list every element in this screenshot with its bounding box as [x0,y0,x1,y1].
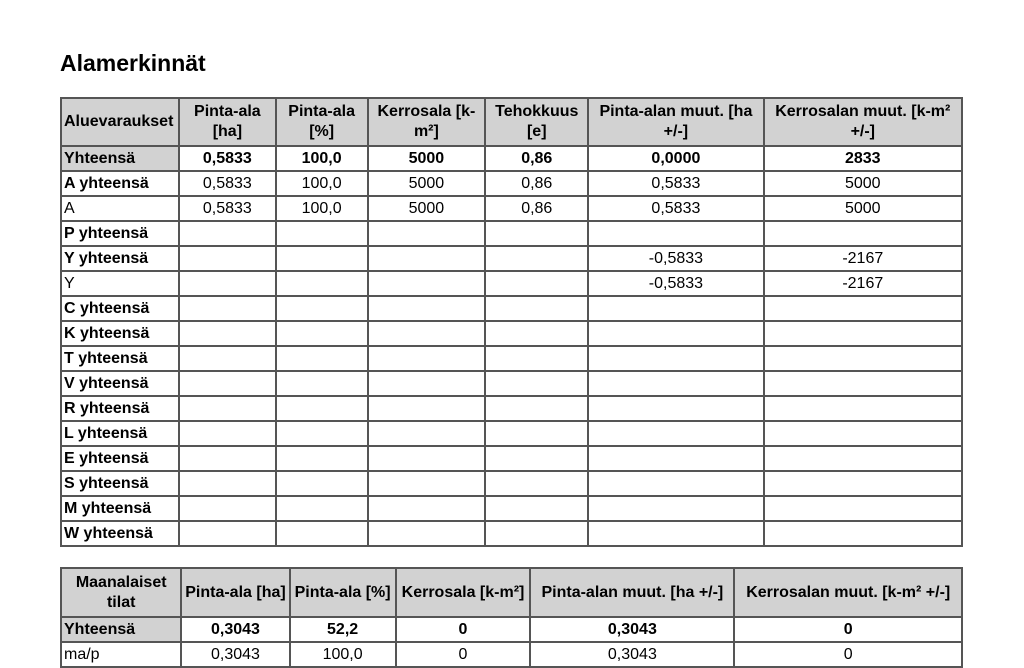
table-cell [368,496,486,521]
table-cell [588,471,763,496]
table-cell: 0 [396,617,531,642]
column-header-pinta-alan-muut: Pinta-alan muut. [ha +/-] [530,568,734,617]
table-cell [485,246,588,271]
table-cell: 0,5833 [588,171,763,196]
row-label-cell: W yhteensä [61,521,179,546]
table-cell [588,221,763,246]
table-cell: -2167 [764,271,962,296]
table-cell: 0,5833 [179,146,276,171]
table-cell: 0,3043 [530,642,734,667]
table-cell [764,446,962,471]
table-cell [276,396,368,421]
column-header-pinta-ala-percent: Pinta-ala [%] [290,568,396,617]
table-cell [764,346,962,371]
table-cell [276,446,368,471]
table-cell: -0,5833 [588,271,763,296]
table-row [61,296,962,321]
table-cell: 100,0 [276,196,368,221]
row-label-cell: C yhteensä [61,296,179,321]
table-cell: 5000 [368,146,486,171]
table-cell [276,246,368,271]
table-cell: 0 [734,642,962,667]
row-label-cell: R yhteensä [61,396,179,421]
table-cell [179,346,276,371]
table-cell [276,371,368,396]
column-header-pinta-alan-muut: Pinta-alan muut. [ha +/-] [588,98,763,146]
table-cell: 0,3043 [530,617,734,642]
table-cell: 0,86 [485,171,588,196]
table-cell: 0,86 [485,196,588,221]
row-label-cell: K yhteensä [61,321,179,346]
table-cell: 0,0000 [588,146,763,171]
table-row [61,171,962,196]
table-cell [485,296,588,321]
table-cell [485,421,588,446]
table-row [61,371,962,396]
table-cell [276,321,368,346]
row-label-cell: M yhteensä [61,496,179,521]
row-label-cell: Y yhteensä [61,246,179,271]
row-label-cell: S yhteensä [61,471,179,496]
row-label-cell: A [61,196,179,221]
table-cell: 0,3043 [181,642,289,667]
table-cell [276,296,368,321]
table-cell [588,496,763,521]
table-cell [588,296,763,321]
table-cell [368,371,486,396]
table-cell [485,346,588,371]
column-header-pinta-ala-ha: Pinta-ala [ha] [181,568,289,617]
table-cell [764,371,962,396]
table-cell [276,496,368,521]
table-cell [179,446,276,471]
table-cell: -0,5833 [588,246,763,271]
table-cell: 100,0 [276,146,368,171]
table-cell [764,521,962,546]
table-row [61,521,962,546]
table-cell [179,371,276,396]
table-cell [179,271,276,296]
column-header-tehokkuus: Tehokkuus [e] [485,98,588,146]
table-cell [368,346,486,371]
table-cell [764,321,962,346]
column-header-kerrosalan-muut: Kerrosalan muut. [k-m² +/-] [734,568,962,617]
table-cell [276,346,368,371]
table-cell [276,421,368,446]
table-cell [276,471,368,496]
column-header-kerrosala: Kerrosala [k-m²] [396,568,531,617]
table-cell [368,321,486,346]
table-cell [368,221,486,246]
table-cell [368,471,486,496]
table-cell [276,521,368,546]
table-cell: 5000 [764,171,962,196]
table-row [61,346,962,371]
table-cell: -2167 [764,246,962,271]
table-row [61,221,962,246]
table-cell: 0,5833 [588,196,763,221]
column-header-aluevaraukset: Aluevaraukset [61,98,179,146]
row-label-cell: L yhteensä [61,421,179,446]
table-cell [179,221,276,246]
table-cell [368,246,486,271]
table-cell [485,271,588,296]
table-cell [588,396,763,421]
table-row [61,617,962,642]
table-cell [179,296,276,321]
table-cell [485,396,588,421]
table-cell [179,471,276,496]
table-row [61,321,962,346]
table-row [61,146,962,171]
table-cell: 0,3043 [181,617,289,642]
table-cell [764,396,962,421]
row-label-cell: T yhteensä [61,346,179,371]
table-cell: 100,0 [276,171,368,196]
column-header-maanalaiset-tilat: Maanalaiset tilat [61,568,181,617]
table-cell [588,346,763,371]
row-label-cell: P yhteensä [61,221,179,246]
table-cell [588,421,763,446]
table-cell [764,421,962,446]
row-label-cell: Yhteensä [61,146,179,171]
column-header-pinta-ala-percent: Pinta-ala [%] [276,98,368,146]
table-row [61,496,962,521]
table-cell [179,421,276,446]
table-cell: 52,2 [290,617,396,642]
table-cell [368,296,486,321]
table-row [61,396,962,421]
table-cell [368,446,486,471]
row-label-cell: V yhteensä [61,371,179,396]
table-cell [485,496,588,521]
table-row [61,471,962,496]
table-header-row [61,98,962,146]
table-cell [368,421,486,446]
row-label-cell: A yhteensä [61,171,179,196]
table-cell: 0,5833 [179,171,276,196]
row-label-cell: Yhteensä [61,617,181,642]
table-cell [485,446,588,471]
table-row [61,196,962,221]
table-cell [764,296,962,321]
table-cell: 100,0 [290,642,396,667]
table-row [61,421,962,446]
table-cell [764,221,962,246]
table-cell: 5000 [368,196,486,221]
row-label-cell: E yhteensä [61,446,179,471]
table-cell [179,521,276,546]
table-cell [368,521,486,546]
table-cell [485,521,588,546]
row-label-cell: ma/p [61,642,181,667]
column-header-kerrosala: Kerrosala [k-m²] [368,98,486,146]
table-cell [764,471,962,496]
table-row [61,246,962,271]
table-cell: 5000 [764,196,962,221]
table-cell [368,271,486,296]
table-cell [485,221,588,246]
table-header-row [61,568,962,617]
table-cell: 0 [734,617,962,642]
table-cell: 2833 [764,146,962,171]
table-cell [485,471,588,496]
table-cell: 5000 [368,171,486,196]
area-reservations-table [60,97,963,547]
table-cell [179,396,276,421]
table-cell: 0,86 [485,146,588,171]
table-cell [485,371,588,396]
table-cell: 0,5833 [179,196,276,221]
underground-spaces-table [60,567,963,668]
table-cell [368,396,486,421]
table-cell [276,271,368,296]
table-cell: 0 [396,642,531,667]
table-cell [588,446,763,471]
table-cell [588,521,763,546]
column-header-pinta-ala-ha: Pinta-ala [ha] [179,98,276,146]
table-row [61,271,962,296]
page-title: Alamerkinnät [60,50,206,76]
table-row [61,446,962,471]
table-cell [588,371,763,396]
table-cell [179,321,276,346]
table-cell [276,221,368,246]
row-label-cell: Y [61,271,179,296]
table-cell [764,496,962,521]
column-header-kerrosalan-muut: Kerrosalan muut. [k-m² +/-] [764,98,962,146]
table-cell [179,496,276,521]
table-cell [588,321,763,346]
table-cell [179,246,276,271]
table-cell [485,321,588,346]
